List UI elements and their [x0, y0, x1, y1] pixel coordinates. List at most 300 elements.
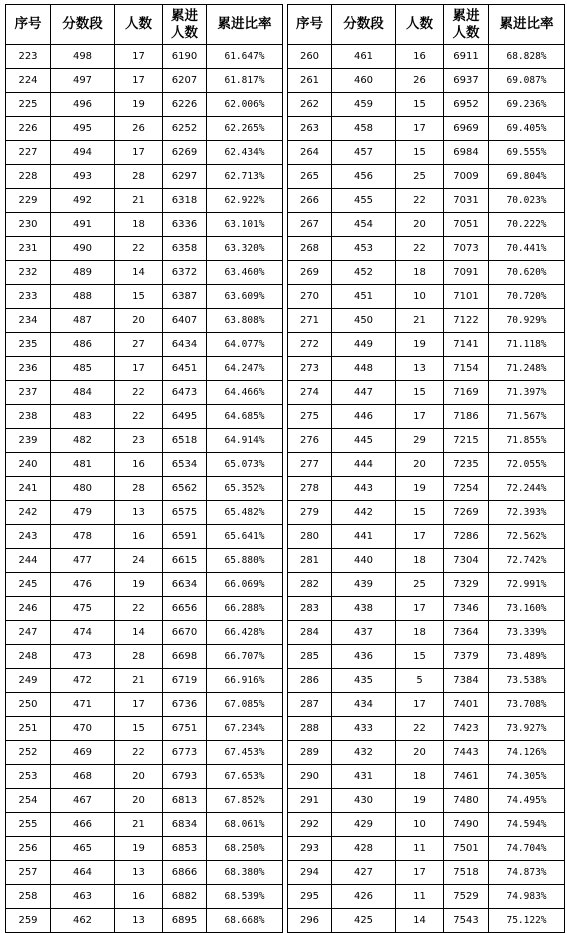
cell-score: 450 [332, 309, 396, 333]
cell-cumulative: 7186 [444, 405, 489, 429]
cell-rank: 252 [6, 741, 51, 765]
cell-ratio: 74.495% [489, 789, 565, 813]
cell-rank: 261 [288, 69, 332, 93]
cell-ratio: 71.248% [489, 357, 565, 381]
cell-rank: 230 [6, 213, 51, 237]
cell-ratio: 69.804% [489, 165, 565, 189]
cell-score: 447 [332, 381, 396, 405]
cell-cumulative: 6575 [163, 501, 207, 525]
cell-cumulative: 7122 [444, 309, 489, 333]
cell-ratio: 70.441% [489, 237, 565, 261]
cell-score: 430 [332, 789, 396, 813]
cell-score: 455 [332, 189, 396, 213]
cell-cumulative: 7329 [444, 573, 489, 597]
cell-rank: 234 [6, 309, 51, 333]
header-rank: 序号 [288, 5, 332, 45]
cell-count: 17 [115, 357, 163, 381]
cell-score: 457 [332, 141, 396, 165]
header-cumulative [444, 5, 489, 45]
cell-count: 15 [396, 141, 444, 165]
cell-ratio: 74.305% [489, 765, 565, 789]
cell-rank: 277 [288, 453, 332, 477]
cell-score: 466 [51, 813, 115, 837]
cell-ratio: 68.668% [207, 909, 283, 933]
cell-count: 19 [115, 93, 163, 117]
cell-cumulative: 7101 [444, 285, 489, 309]
cell-cumulative: 6793 [163, 765, 207, 789]
cell-cumulative: 7286 [444, 525, 489, 549]
cell-cumulative: 7269 [444, 501, 489, 525]
cell-ratio: 67.653% [207, 765, 283, 789]
cell-ratio: 72.742% [489, 549, 565, 573]
cell-ratio: 64.247% [207, 357, 283, 381]
table-row [288, 597, 565, 621]
cell-count: 16 [115, 525, 163, 549]
header-rank: 序号 [6, 5, 51, 45]
cell-rank: 257 [6, 861, 51, 885]
cell-score: 470 [51, 717, 115, 741]
cell-cumulative: 7543 [444, 909, 489, 933]
cell-ratio: 68.061% [207, 813, 283, 837]
cell-rank: 246 [6, 597, 51, 621]
cell-count: 25 [396, 573, 444, 597]
table-row [6, 45, 283, 69]
cell-rank: 266 [288, 189, 332, 213]
cell-count: 18 [396, 765, 444, 789]
table-row [288, 789, 565, 813]
cell-cumulative: 6407 [163, 309, 207, 333]
cell-count: 19 [115, 837, 163, 861]
cell-count: 17 [115, 69, 163, 93]
cell-cumulative: 6634 [163, 573, 207, 597]
table-row [6, 525, 283, 549]
cell-cumulative: 6252 [163, 117, 207, 141]
cell-count: 20 [115, 309, 163, 333]
cell-score: 443 [332, 477, 396, 501]
cell-ratio: 66.288% [207, 597, 283, 621]
cell-count: 14 [396, 909, 444, 933]
cell-count: 22 [396, 717, 444, 741]
cell-score: 496 [51, 93, 115, 117]
cell-count: 19 [396, 333, 444, 357]
cell-count: 22 [115, 405, 163, 429]
header-cumulative-bottom: 人数 [171, 24, 198, 41]
cell-score: 433 [332, 717, 396, 741]
cell-ratio: 71.397% [489, 381, 565, 405]
cell-count: 13 [115, 861, 163, 885]
cell-cumulative: 6615 [163, 549, 207, 573]
cell-cumulative: 6297 [163, 165, 207, 189]
cell-cumulative: 7304 [444, 549, 489, 573]
cell-ratio: 63.460% [207, 261, 283, 285]
cell-score: 462 [51, 909, 115, 933]
table-row [288, 381, 565, 405]
cell-cumulative: 7009 [444, 165, 489, 189]
cell-score: 482 [51, 429, 115, 453]
cell-count: 17 [115, 693, 163, 717]
cell-count: 18 [396, 549, 444, 573]
cell-ratio: 67.085% [207, 693, 283, 717]
table-row [6, 693, 283, 717]
table-row [6, 213, 283, 237]
cell-cumulative: 6813 [163, 789, 207, 813]
table-row [6, 669, 283, 693]
cell-score: 483 [51, 405, 115, 429]
cell-cumulative: 7346 [444, 597, 489, 621]
cell-count: 14 [115, 261, 163, 285]
header-row [288, 5, 565, 45]
cell-rank: 260 [288, 45, 332, 69]
cell-cumulative: 6473 [163, 381, 207, 405]
table-row [288, 669, 565, 693]
header-score: 分数段 [51, 5, 115, 45]
cell-count: 13 [115, 909, 163, 933]
cell-count: 16 [396, 45, 444, 69]
cell-rank: 269 [288, 261, 332, 285]
cell-ratio: 73.708% [489, 693, 565, 717]
cell-rank: 258 [6, 885, 51, 909]
cell-count: 17 [115, 45, 163, 69]
cell-cumulative: 7215 [444, 429, 489, 453]
cell-cumulative: 6358 [163, 237, 207, 261]
cell-count: 22 [115, 381, 163, 405]
table-row [288, 549, 565, 573]
cell-ratio: 72.562% [489, 525, 565, 549]
cell-score: 475 [51, 597, 115, 621]
cell-rank: 262 [288, 93, 332, 117]
cell-ratio: 63.320% [207, 237, 283, 261]
cell-count: 15 [115, 717, 163, 741]
cell-score: 432 [332, 741, 396, 765]
cell-count: 21 [396, 309, 444, 333]
table-row [6, 549, 283, 573]
cell-ratio: 73.160% [489, 597, 565, 621]
table-row [288, 573, 565, 597]
cell-count: 21 [115, 813, 163, 837]
cell-ratio: 73.538% [489, 669, 565, 693]
cell-cumulative: 6882 [163, 885, 207, 909]
table-row [288, 141, 565, 165]
cell-count: 22 [115, 741, 163, 765]
cell-ratio: 66.916% [207, 669, 283, 693]
cell-count: 22 [396, 237, 444, 261]
cell-ratio: 73.489% [489, 645, 565, 669]
cell-rank: 244 [6, 549, 51, 573]
cell-ratio: 65.073% [207, 453, 283, 477]
cell-count: 10 [396, 813, 444, 837]
cell-ratio: 67.234% [207, 717, 283, 741]
cell-rank: 284 [288, 621, 332, 645]
cell-rank: 264 [288, 141, 332, 165]
cell-rank: 272 [288, 333, 332, 357]
cell-rank: 238 [6, 405, 51, 429]
cell-cumulative: 7461 [444, 765, 489, 789]
cell-count: 11 [396, 837, 444, 861]
table-row [288, 717, 565, 741]
cell-score: 458 [332, 117, 396, 141]
cell-score: 459 [332, 93, 396, 117]
cell-rank: 225 [6, 93, 51, 117]
cell-rank: 293 [288, 837, 332, 861]
cell-count: 19 [396, 477, 444, 501]
cell-count: 10 [396, 285, 444, 309]
cell-score: 435 [332, 669, 396, 693]
cell-ratio: 70.720% [489, 285, 565, 309]
header-cumulative [163, 5, 207, 45]
cell-count: 17 [396, 525, 444, 549]
cell-score: 428 [332, 837, 396, 861]
cell-cumulative: 6937 [444, 69, 489, 93]
cell-ratio: 71.855% [489, 429, 565, 453]
cell-cumulative: 6372 [163, 261, 207, 285]
cell-cumulative: 6670 [163, 621, 207, 645]
score-table-right [287, 4, 565, 933]
cell-cumulative: 6207 [163, 69, 207, 93]
cell-ratio: 73.927% [489, 717, 565, 741]
cell-cumulative: 6698 [163, 645, 207, 669]
cell-rank: 292 [288, 813, 332, 837]
cell-rank: 226 [6, 117, 51, 141]
cell-cumulative: 6736 [163, 693, 207, 717]
cell-count: 29 [396, 429, 444, 453]
cell-ratio: 74.594% [489, 813, 565, 837]
cell-score: 461 [332, 45, 396, 69]
table-row [6, 453, 283, 477]
cell-count: 18 [115, 213, 163, 237]
table-row [288, 621, 565, 645]
cell-rank: 282 [288, 573, 332, 597]
cell-rank: 247 [6, 621, 51, 645]
cell-ratio: 72.244% [489, 477, 565, 501]
cell-rank: 287 [288, 693, 332, 717]
cell-ratio: 64.077% [207, 333, 283, 357]
cell-score: 491 [51, 213, 115, 237]
cell-cumulative: 6451 [163, 357, 207, 381]
cell-ratio: 66.069% [207, 573, 283, 597]
cell-rank: 275 [288, 405, 332, 429]
table-row [288, 909, 565, 933]
cell-count: 22 [115, 597, 163, 621]
cell-score: 493 [51, 165, 115, 189]
cell-score: 453 [332, 237, 396, 261]
cell-count: 26 [115, 117, 163, 141]
cell-rank: 248 [6, 645, 51, 669]
cell-ratio: 69.555% [489, 141, 565, 165]
cell-ratio: 75.122% [489, 909, 565, 933]
cell-cumulative: 7073 [444, 237, 489, 261]
cell-cumulative: 7518 [444, 861, 489, 885]
cell-cumulative: 6190 [163, 45, 207, 69]
cell-score: 468 [51, 765, 115, 789]
cell-rank: 245 [6, 573, 51, 597]
table-row [6, 93, 283, 117]
header-ratio: 累进比率 [207, 5, 283, 45]
cell-score: 437 [332, 621, 396, 645]
table-row [288, 861, 565, 885]
cell-score: 452 [332, 261, 396, 285]
cell-count: 20 [115, 789, 163, 813]
cell-score: 434 [332, 693, 396, 717]
cell-score: 484 [51, 381, 115, 405]
cell-count: 15 [396, 645, 444, 669]
table-row [6, 741, 283, 765]
cell-ratio: 64.685% [207, 405, 283, 429]
cell-ratio: 69.236% [489, 93, 565, 117]
cell-count: 15 [396, 381, 444, 405]
table-row [6, 405, 283, 429]
cell-ratio: 72.393% [489, 501, 565, 525]
cell-score: 465 [51, 837, 115, 861]
cell-score: 446 [332, 405, 396, 429]
cell-ratio: 63.808% [207, 309, 283, 333]
cell-cumulative: 7141 [444, 333, 489, 357]
cell-cumulative: 6969 [444, 117, 489, 141]
cell-cumulative: 6866 [163, 861, 207, 885]
cell-score: 469 [51, 741, 115, 765]
cell-score: 427 [332, 861, 396, 885]
table-row [288, 165, 565, 189]
cell-cumulative: 7443 [444, 741, 489, 765]
cell-score: 497 [51, 69, 115, 93]
table-row [6, 285, 283, 309]
table-row [6, 813, 283, 837]
cell-count: 17 [396, 117, 444, 141]
cell-count: 21 [115, 669, 163, 693]
table-row [288, 741, 565, 765]
cell-cumulative: 7401 [444, 693, 489, 717]
cell-ratio: 62.922% [207, 189, 283, 213]
cell-cumulative: 7501 [444, 837, 489, 861]
cell-score: 444 [332, 453, 396, 477]
cell-cumulative: 7490 [444, 813, 489, 837]
cell-count: 17 [115, 141, 163, 165]
table-row [6, 837, 283, 861]
cell-count: 19 [115, 573, 163, 597]
cell-rank: 291 [288, 789, 332, 813]
table-row [288, 525, 565, 549]
cell-score: 477 [51, 549, 115, 573]
cell-score: 429 [332, 813, 396, 837]
table-row [288, 213, 565, 237]
cell-ratio: 62.434% [207, 141, 283, 165]
cell-rank: 295 [288, 885, 332, 909]
cell-cumulative: 7235 [444, 453, 489, 477]
cell-count: 11 [396, 885, 444, 909]
header-count: 人数 [396, 5, 444, 45]
cell-ratio: 62.265% [207, 117, 283, 141]
cell-rank: 227 [6, 141, 51, 165]
cell-score: 439 [332, 573, 396, 597]
table-row [6, 765, 283, 789]
cell-score: 476 [51, 573, 115, 597]
cell-score: 494 [51, 141, 115, 165]
cell-cumulative: 6773 [163, 741, 207, 765]
table-row [288, 453, 565, 477]
cell-score: 445 [332, 429, 396, 453]
cell-rank: 233 [6, 285, 51, 309]
cell-rank: 285 [288, 645, 332, 669]
header-ratio: 累进比率 [489, 5, 565, 45]
cell-score: 472 [51, 669, 115, 693]
cell-ratio: 64.914% [207, 429, 283, 453]
cell-score: 440 [332, 549, 396, 573]
cell-ratio: 65.482% [207, 501, 283, 525]
cell-rank: 276 [288, 429, 332, 453]
cell-count: 15 [396, 501, 444, 525]
cell-rank: 259 [6, 909, 51, 933]
table-row [288, 813, 565, 837]
cell-score: 426 [332, 885, 396, 909]
cell-rank: 280 [288, 525, 332, 549]
cell-score: 479 [51, 501, 115, 525]
cell-count: 20 [396, 453, 444, 477]
cell-count: 13 [115, 501, 163, 525]
cell-count: 15 [396, 93, 444, 117]
cell-count: 20 [396, 741, 444, 765]
table-row [6, 861, 283, 885]
cell-rank: 289 [288, 741, 332, 765]
cell-rank: 265 [288, 165, 332, 189]
cell-rank: 274 [288, 381, 332, 405]
score-table-left [5, 4, 283, 933]
cell-score: 473 [51, 645, 115, 669]
table-row [6, 717, 283, 741]
cell-count: 17 [396, 405, 444, 429]
cell-cumulative: 6984 [444, 141, 489, 165]
cell-rank: 283 [288, 597, 332, 621]
cell-rank: 240 [6, 453, 51, 477]
table-row [288, 693, 565, 717]
header-cumulative-bottom: 人数 [452, 24, 480, 41]
header-cumulative-top: 累进 [452, 7, 480, 24]
cell-cumulative: 7091 [444, 261, 489, 285]
cell-cumulative: 6751 [163, 717, 207, 741]
cell-ratio: 68.828% [489, 45, 565, 69]
cell-count: 23 [115, 429, 163, 453]
cell-score: 481 [51, 453, 115, 477]
cell-rank: 223 [6, 45, 51, 69]
cell-rank: 263 [288, 117, 332, 141]
cell-cumulative: 7364 [444, 621, 489, 645]
cell-rank: 231 [6, 237, 51, 261]
table-row [6, 645, 283, 669]
cell-count: 22 [115, 237, 163, 261]
cell-count: 28 [115, 477, 163, 501]
table-row [288, 117, 565, 141]
table-row [288, 45, 565, 69]
table-row [288, 837, 565, 861]
cell-ratio: 69.405% [489, 117, 565, 141]
cell-score: 463 [51, 885, 115, 909]
table-row [288, 501, 565, 525]
cell-ratio: 74.873% [489, 861, 565, 885]
table-row [6, 501, 283, 525]
table-row [6, 189, 283, 213]
table-row [288, 189, 565, 213]
table-row [6, 141, 283, 165]
header-cumulative-top: 累进 [171, 7, 198, 24]
cell-count: 20 [396, 213, 444, 237]
cell-ratio: 64.466% [207, 381, 283, 405]
cell-ratio: 61.647% [207, 45, 283, 69]
cell-count: 16 [115, 453, 163, 477]
table-row [6, 909, 283, 933]
cell-cumulative: 7154 [444, 357, 489, 381]
table-row [288, 357, 565, 381]
cell-rank: 290 [288, 765, 332, 789]
table-row [6, 477, 283, 501]
cell-rank: 241 [6, 477, 51, 501]
